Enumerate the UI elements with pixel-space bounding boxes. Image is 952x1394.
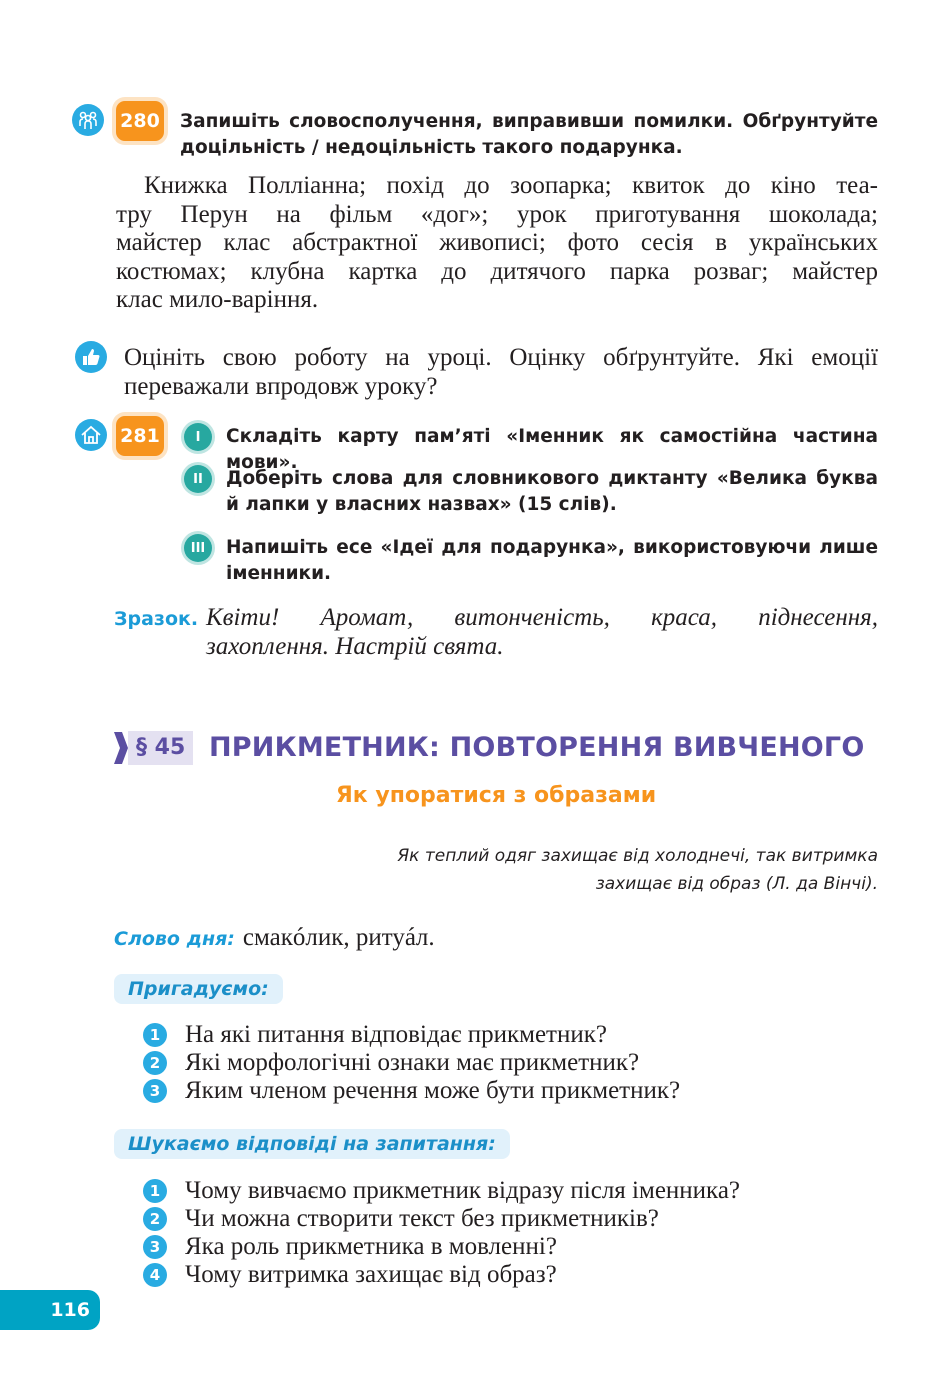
- exercise-line: майстер клас абстрактної живописі; фото сесія в українських: [116, 229, 878, 256]
- exercise-text: [116, 172, 878, 315]
- list-item: 4 Чому витримка захищає від образ?: [143, 1261, 740, 1289]
- questions-list: [143, 1177, 740, 1289]
- task-item: Доберіть слова для словникового диктанту «Велика буква й лапки у власних назвах» (15 слів).: [226, 468, 878, 515]
- home-icon: [75, 419, 107, 451]
- reflection-text: Оцініть свою роботу на уроці. Оцінку обґрунтуйте. Які емоції переважали впродовж уроку?: [124, 344, 878, 400]
- word-of-day: [114, 924, 435, 952]
- recall-list: [143, 1021, 680, 1105]
- list-item: 3 Яким членом речення може бути прикметник?: [143, 1077, 680, 1105]
- list-item: 3 Яка роль прикметника в мовленні?: [143, 1233, 740, 1261]
- level-three-badge: III: [184, 534, 212, 562]
- epigraph: Як теплий одяг захищає від холоднечі, так витримка захищає від образ (Л. да Вінчі).: [397, 846, 878, 894]
- exercise-line: Книжка Поллiанна; похід до зоопарка; квиток до кіно теа-: [144, 172, 878, 199]
- exercise-line: тру Перун на фільм «дог»; урок приготування шоколада;: [116, 200, 878, 228]
- task-item: Складіть карту пам’яті «Іменник як самостійна частина мови».: [226, 426, 878, 473]
- sample-label: Зразок.: [114, 608, 199, 630]
- section-title: ПРИКМЕТНИК: ПОВТОРЕННЯ ВИВЧЕНОГО: [209, 732, 865, 763]
- group-icon: [72, 104, 104, 136]
- list-item: 1 Чому вивчаємо прикметник відразу після іменника?: [143, 1177, 740, 1205]
- number-badge: 2: [143, 1051, 167, 1075]
- section-number: § 45: [128, 731, 193, 765]
- level-one-badge: I: [184, 423, 212, 451]
- questions-label: Шукаємо відповіді на запитання:: [114, 1129, 510, 1159]
- list-item: 2 Які морфологічні ознаки має прикметник?: [143, 1049, 680, 1077]
- exercise-line: костюмах; клубна картка до дитячого парка розваг; майстер: [116, 257, 878, 285]
- word-of-day-text: смакóлик, ритуáл.: [242, 924, 435, 951]
- sample-text: Квіти! Аромат, витонченість, краса, піднесення, захоплення. Настрій свята.: [206, 604, 878, 660]
- exercise-line: клас мило-варіння.: [116, 286, 319, 313]
- list-item: 2 Чи можна створити текст без прикметників?: [143, 1205, 740, 1233]
- task-number-badge: 280: [116, 101, 164, 141]
- task-item: Напишіть есе «Ідеї для подарунка», використовуючи лише іменники.: [226, 537, 878, 584]
- number-badge: 1: [143, 1023, 167, 1047]
- number-badge: 1: [143, 1179, 167, 1203]
- task-number-badge: 281: [116, 416, 164, 456]
- number-badge: 3: [143, 1079, 167, 1103]
- page-number: 116: [0, 1290, 100, 1330]
- section-marker: [114, 732, 128, 764]
- recall-label: Пригадуємо:: [114, 974, 283, 1004]
- thumbs-up-icon: [75, 341, 107, 373]
- task-instruction: Запишіть словосполучення, виправивши помилки. Обґрунтуйте доцільність / недоцільність такого подарунка.: [180, 111, 878, 158]
- number-badge: 2: [143, 1207, 167, 1231]
- number-badge: 4: [143, 1263, 167, 1287]
- number-badge: 3: [143, 1235, 167, 1259]
- word-of-day-label: Слово дня:: [114, 928, 235, 950]
- list-item: 1 На які питання відповідає прикметник?: [143, 1021, 680, 1049]
- level-two-badge: II: [184, 465, 212, 493]
- section-subtitle: Як упоратися з образами: [335, 783, 657, 808]
